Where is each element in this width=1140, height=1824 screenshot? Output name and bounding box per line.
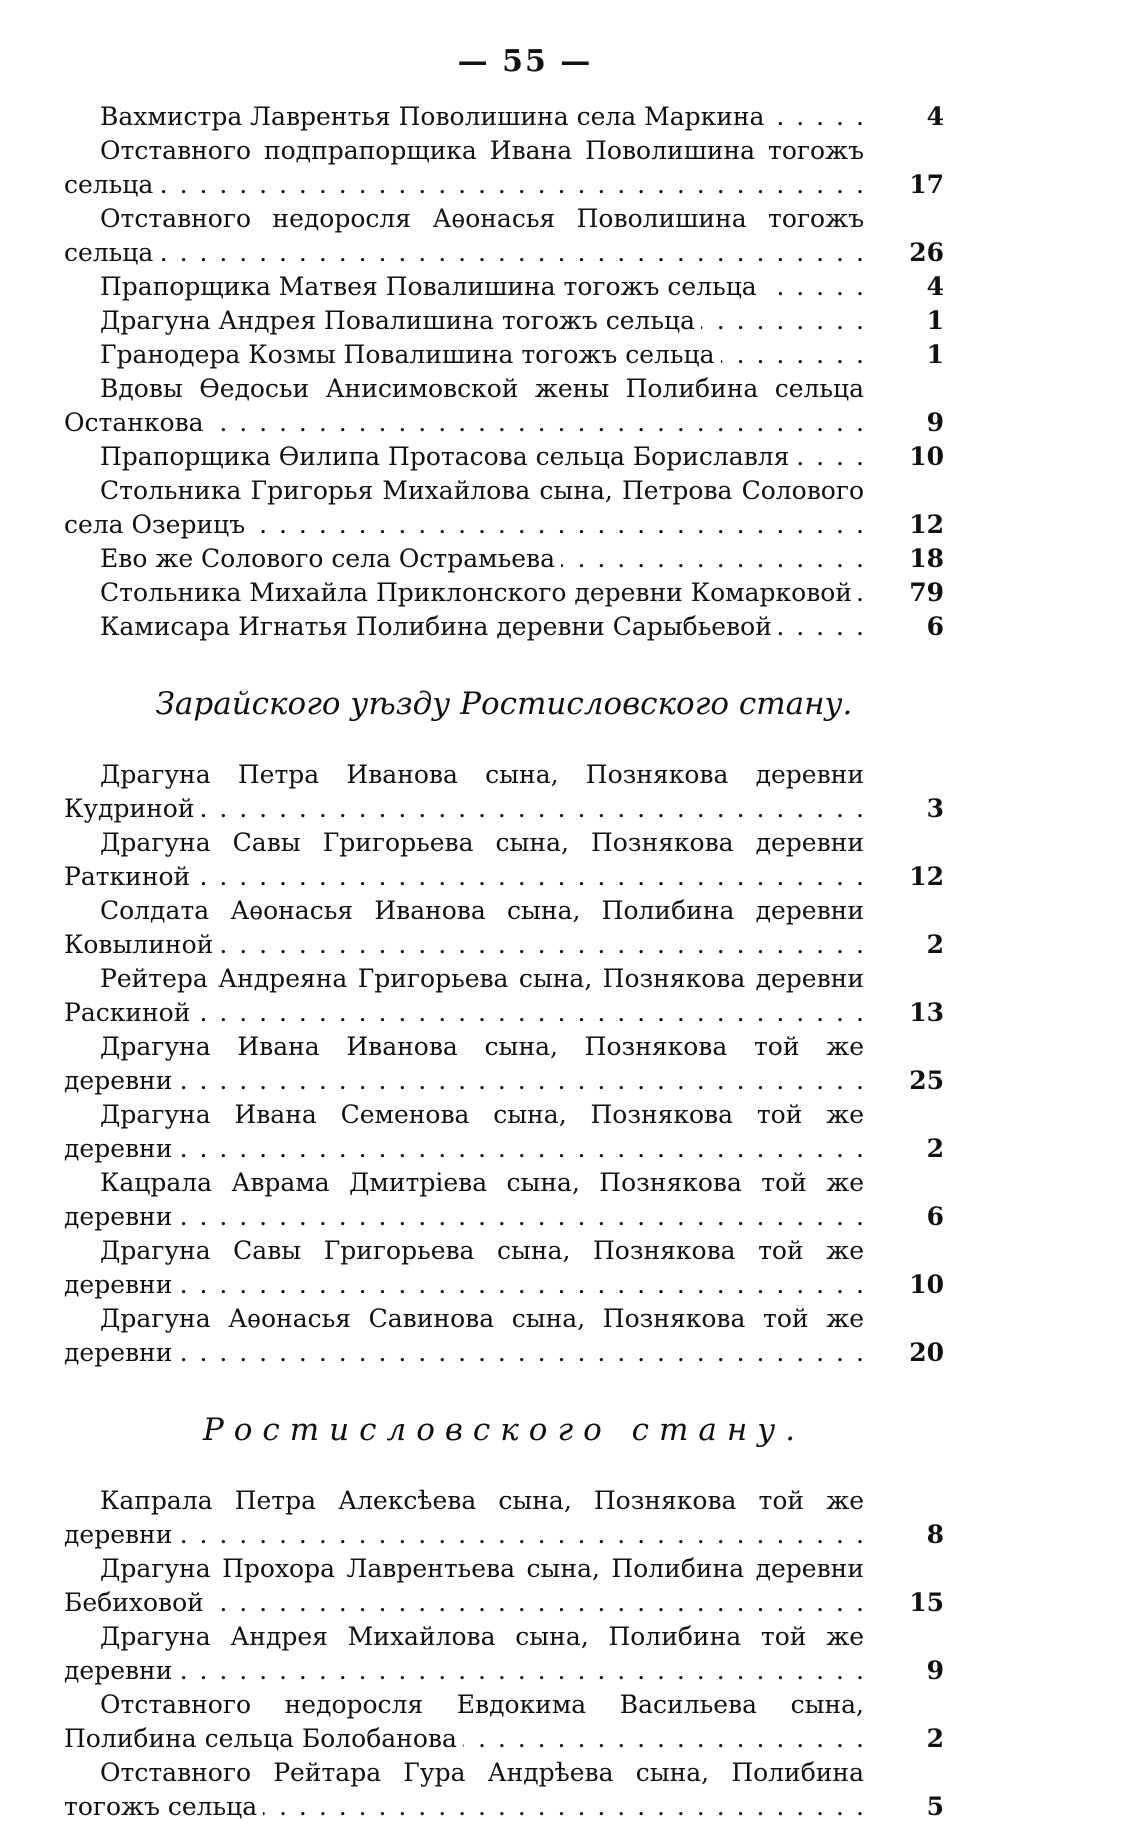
entry-text: Стольника Григорья Михайлова сына, Петрова Солового села Озерицъ — [64, 476, 864, 539]
entry-count: 12 — [909, 510, 944, 539]
list-item — [64, 826, 944, 894]
entry-text: Рейтера Андреяна Григорьева сына, Познякова деревни Раскиной — [64, 964, 864, 1027]
entry-count: 25 — [909, 1066, 944, 1095]
entry-text: Отставного недоросля Аѳонасья Поволишина тогожъ сельца — [64, 204, 864, 267]
entry-text: Вдовы Ѳедосьи Анисимовской жены Полибина сельца Останкова — [64, 374, 864, 437]
section-zaraysk — [64, 684, 944, 1370]
entry-count: 8 — [926, 1520, 944, 1549]
entry-text: Драгуна Прохора Лаврентьева сына, Полибина деревни Бебиховой — [64, 1554, 864, 1617]
entry-count: 20 — [909, 1338, 944, 1367]
entry-text: Ево же Солового села Острамьева — [100, 544, 561, 573]
section-rostislovsky — [64, 1410, 944, 1824]
entry-count: 17 — [909, 170, 944, 199]
entry-count: 1 — [926, 306, 944, 335]
entry-text: Драгуна Савы Григорьева сына, Познякова деревни Раткиной — [64, 828, 864, 891]
list-item — [64, 440, 944, 474]
entry-text: Драгуна Савы Григорьева сына, Познякова той же деревни — [64, 1236, 864, 1299]
entry-count: 4 — [926, 102, 944, 131]
list-item — [64, 542, 944, 576]
entry-count: 79 — [909, 578, 944, 607]
entry-text: Камисара Игнатья Полибина деревни Сарыбьевой — [100, 612, 778, 641]
entry-text: Драгуна Петра Иванова сына, Познякова деревни Кудриной — [64, 760, 864, 823]
entry-text: Отставного недоросля Евдокима Васильева сына, Полибина сельца Болобанова — [64, 1690, 864, 1753]
entry-text: Кацрала Аврама Дмитрiева сына, Познякова той же деревни — [64, 1168, 864, 1231]
entry-text: Отставного подпрапорщика Ивана Поволишина тогожъ сельца — [64, 136, 864, 199]
list-item — [64, 1552, 944, 1620]
list-item — [64, 1166, 944, 1234]
entry-count: 9 — [926, 1656, 944, 1685]
list-item — [64, 1484, 944, 1552]
entry-text: Стольника Михайла Приклонского деревни Комарковой — [100, 578, 858, 607]
list-item — [64, 270, 944, 304]
list-item — [64, 1234, 944, 1302]
list-item — [64, 134, 944, 202]
list-item — [64, 474, 944, 542]
entry-text: Драгуна Андрея Повалишина тогожъ сельца — [100, 306, 701, 335]
list-item — [64, 372, 944, 440]
list-item — [64, 576, 944, 610]
list-item — [64, 758, 944, 826]
list-item — [64, 304, 944, 338]
entry-count: 26 — [909, 238, 944, 267]
entry-text: Капрала Петра Алексѣева сына, Познякова той же деревни — [64, 1486, 864, 1549]
entry-count: 2 — [926, 1724, 944, 1753]
entry-count: 5 — [926, 1792, 944, 1821]
entry-count: 6 — [926, 1202, 944, 1231]
list-item — [64, 1756, 944, 1824]
entry-count: 15 — [909, 1588, 944, 1617]
entry-count: 18 — [909, 544, 944, 573]
section-untitled — [64, 100, 944, 644]
entry-text: Гранодера Козмы Повалишина тогожъ сельца — [100, 340, 721, 369]
entry-text: Солдата Аѳонасья Иванова сына, Полибина деревни Ковылиной — [64, 896, 864, 959]
section-title: Зарайского уѣзду Ростисловского стану. — [155, 686, 853, 722]
entry-text: Отставного Рейтара Гура Андрѣева сына, Полибина тогожъ сельца — [64, 1758, 864, 1821]
entry-count: 2 — [926, 1134, 944, 1163]
list-item — [64, 894, 944, 962]
entry-count: 3 — [926, 794, 944, 823]
list-item — [64, 1098, 944, 1166]
entry-text: Драгуна Ивана Семенова сына, Познякова той же деревни — [64, 1100, 864, 1163]
entry-count: 4 — [926, 272, 944, 301]
entry-count: 13 — [909, 998, 944, 1027]
entry-text: Драгуна Аѳонасья Савинова сына, Познякова той же деревни — [64, 1304, 864, 1367]
entry-count: 12 — [909, 862, 944, 891]
page-number: — 55 — — [457, 44, 593, 79]
list-item — [64, 338, 944, 372]
entry-text: Вахмистра Лаврентья Поволишина села Маркина — [100, 102, 770, 131]
list-item — [64, 1030, 944, 1098]
section-title: Ростисловского стану. — [202, 1412, 806, 1448]
entry-count: 9 — [926, 408, 944, 437]
entry-text: Драгуна Андрея Михайлова сына, Полибина той же деревни — [64, 1622, 864, 1685]
list-item — [64, 100, 944, 134]
list-item — [64, 1620, 944, 1688]
entry-text: Прапорщика Ѳилипа Протасова сельца Бориславля — [100, 442, 795, 471]
entry-text: Прапорщика Матвея Повалишина тогожъ сельца — [100, 272, 763, 301]
entry-text: Драгуна Ивана Иванова сына, Познякова той же деревни — [64, 1032, 864, 1095]
list-item — [64, 1688, 944, 1756]
list-item — [64, 610, 944, 644]
list-item — [64, 962, 944, 1030]
entry-count: 6 — [926, 612, 944, 641]
entry-count: 10 — [909, 442, 944, 471]
list-item — [64, 202, 944, 270]
page-content — [64, 100, 944, 1824]
entry-count: 2 — [926, 930, 944, 959]
list-item — [64, 1302, 944, 1370]
entry-count: 1 — [926, 340, 944, 369]
entry-count: 10 — [909, 1270, 944, 1299]
